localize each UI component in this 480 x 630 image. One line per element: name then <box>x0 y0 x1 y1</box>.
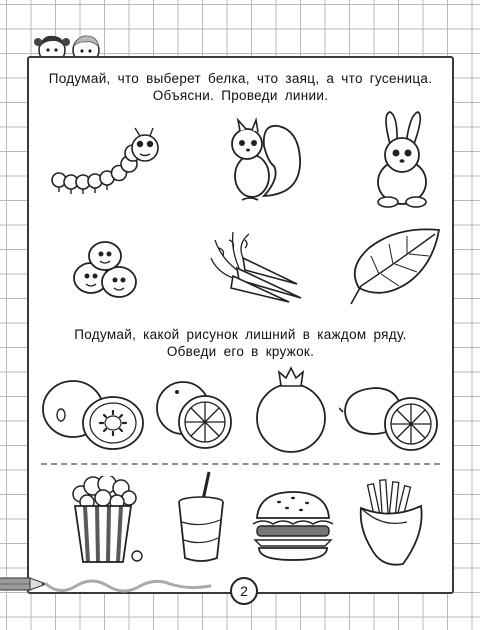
popcorn-picture[interactable] <box>67 476 152 566</box>
lemon-picture[interactable] <box>339 376 444 456</box>
task2-line1: Подумай, какой рисунок лишний в каждом ряду. <box>74 327 407 342</box>
page-number: 2 <box>230 577 258 605</box>
row-separator <box>41 463 440 465</box>
kids-illustration <box>30 30 110 58</box>
task1-line2: Объясни. Проведи линии. <box>152 88 329 103</box>
soda-cup-picture[interactable] <box>171 470 231 565</box>
leaf-picture[interactable] <box>347 226 442 306</box>
task1-instruction <box>29 70 452 104</box>
pencil-decoration <box>0 572 230 602</box>
task1-line1: Подумай, что выберет белка, что заяц, а что гусеница. <box>48 71 433 86</box>
worksheet-panel <box>27 56 454 594</box>
burger-picture[interactable] <box>251 488 336 563</box>
orange-picture[interactable] <box>149 370 239 455</box>
pomegranate-picture[interactable] <box>251 364 331 456</box>
caterpillar-picture[interactable] <box>49 126 164 201</box>
task2-line2: Обведи его в кружок. <box>166 344 315 359</box>
rabbit-picture[interactable] <box>364 110 439 210</box>
task2-instruction <box>29 326 452 360</box>
squirrel-picture[interactable] <box>214 116 304 206</box>
kiwi-picture[interactable] <box>39 373 149 453</box>
fries-picture[interactable] <box>351 478 431 568</box>
nuts-picture[interactable] <box>67 236 157 306</box>
carrots-picture[interactable] <box>209 228 309 303</box>
